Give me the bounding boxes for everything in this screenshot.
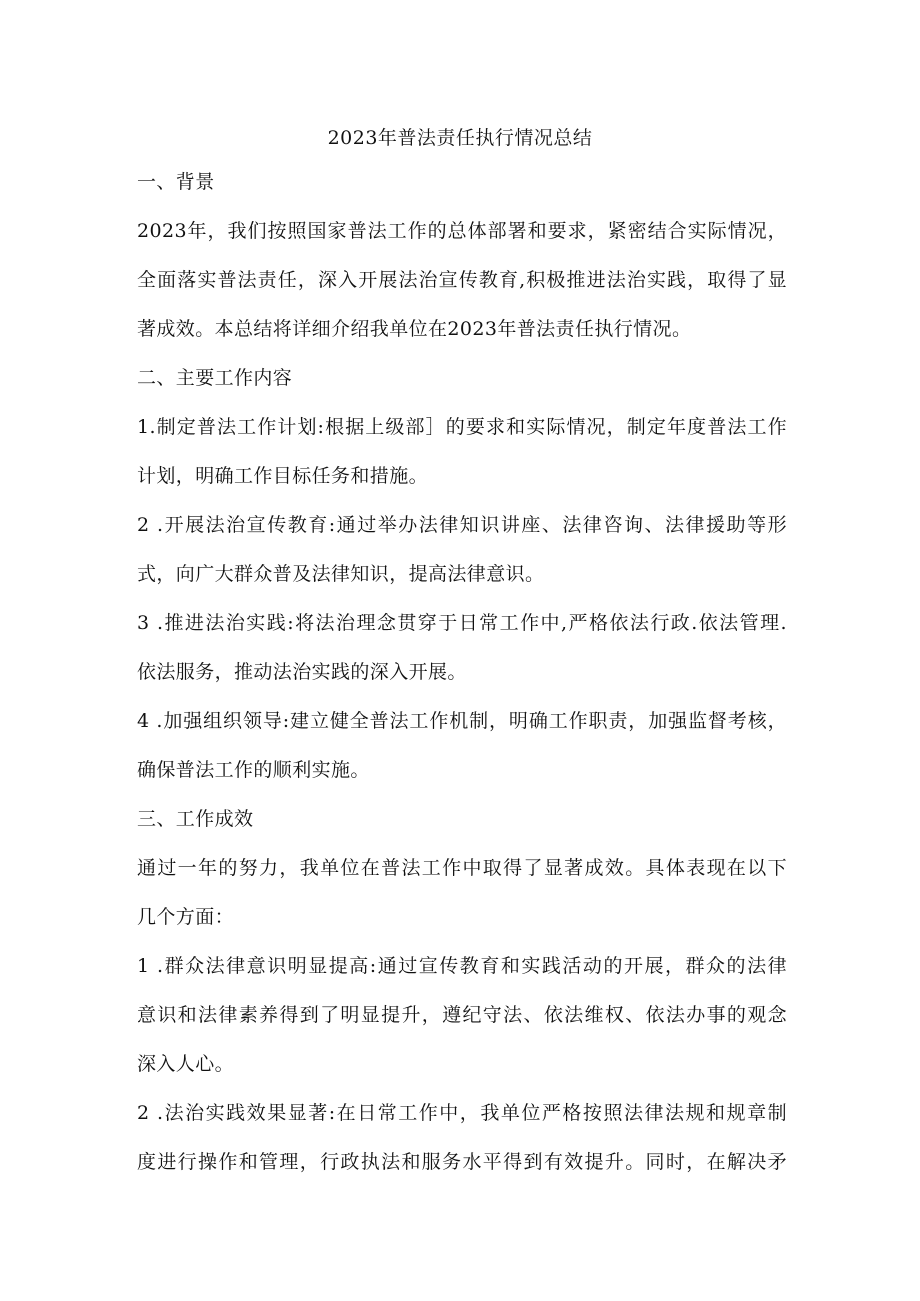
text-line: 2 .开展法治宣传教育:通过举办法律知识讲座、法律咨询、法律援助等形 — [137, 514, 787, 536]
text-line: 全面落实普法责任，深入开展法治宣传教育,积极推进法治实践，取得了显 — [137, 269, 787, 291]
text-line: 2 .法治实践效果显著:在日常工作中，我单位严格按照法律法规和规章制 — [137, 1102, 787, 1124]
text-line: 3 .推进法治实践:将法治理念贯穿于日常工作中,严格依法行政.依法管理. — [137, 612, 787, 634]
text-line: 度进行操作和管理，行政执法和服务水平得到有效提升。同时，在解决矛 — [137, 1151, 787, 1173]
text-line: 几个方面： — [137, 906, 235, 928]
document-title: 2023年普法责任执行情况总结 — [327, 127, 593, 149]
text-line: 二、主要工作内容 — [137, 367, 293, 389]
document-body — [137, 168, 787, 1197]
text-line: 确保普法工作的顺利实施。 — [137, 759, 370, 781]
text-line: 计划，明确工作目标任务和措施。 — [137, 465, 429, 487]
text-line: 2023年，我们按照国家普法工作的总体部署和要求，紧密结合实际情况， — [137, 220, 787, 242]
text-line: 著成效。本总结将详细介绍我单位在2023年普法责任执行情况。 — [137, 318, 692, 340]
text-line: 依法服务，推动法治实践的深入开展。 — [137, 661, 467, 683]
text-line: 1.制定普法工作计划:根据上级部］的要求和实际情况，制定年度普法工作 — [137, 416, 787, 438]
text-line: 一、背景 — [137, 171, 215, 193]
text-line: 深入人心。 — [137, 1053, 235, 1075]
text-line: 三、工作成效 — [137, 808, 254, 830]
text-line: 式，向广大群众普及法律知识，提高法律意识。 — [137, 563, 545, 585]
text-line: 4 .加强组织领导:建立健全普法工作机制，明确工作职责，加强监督考核， — [137, 710, 787, 732]
text-line: 意识和法律素养得到了明显提升，遵纪守法、依法维权、依法办事的观念 — [137, 1004, 787, 1026]
text-line: 1 .群众法律意识明显提高:通过宣传教育和实践活动的开展，群众的法律 — [137, 955, 787, 977]
text-line: 通过一年的努力，我单位在普法工作中取得了显著成效。具体表现在以下 — [137, 857, 787, 879]
